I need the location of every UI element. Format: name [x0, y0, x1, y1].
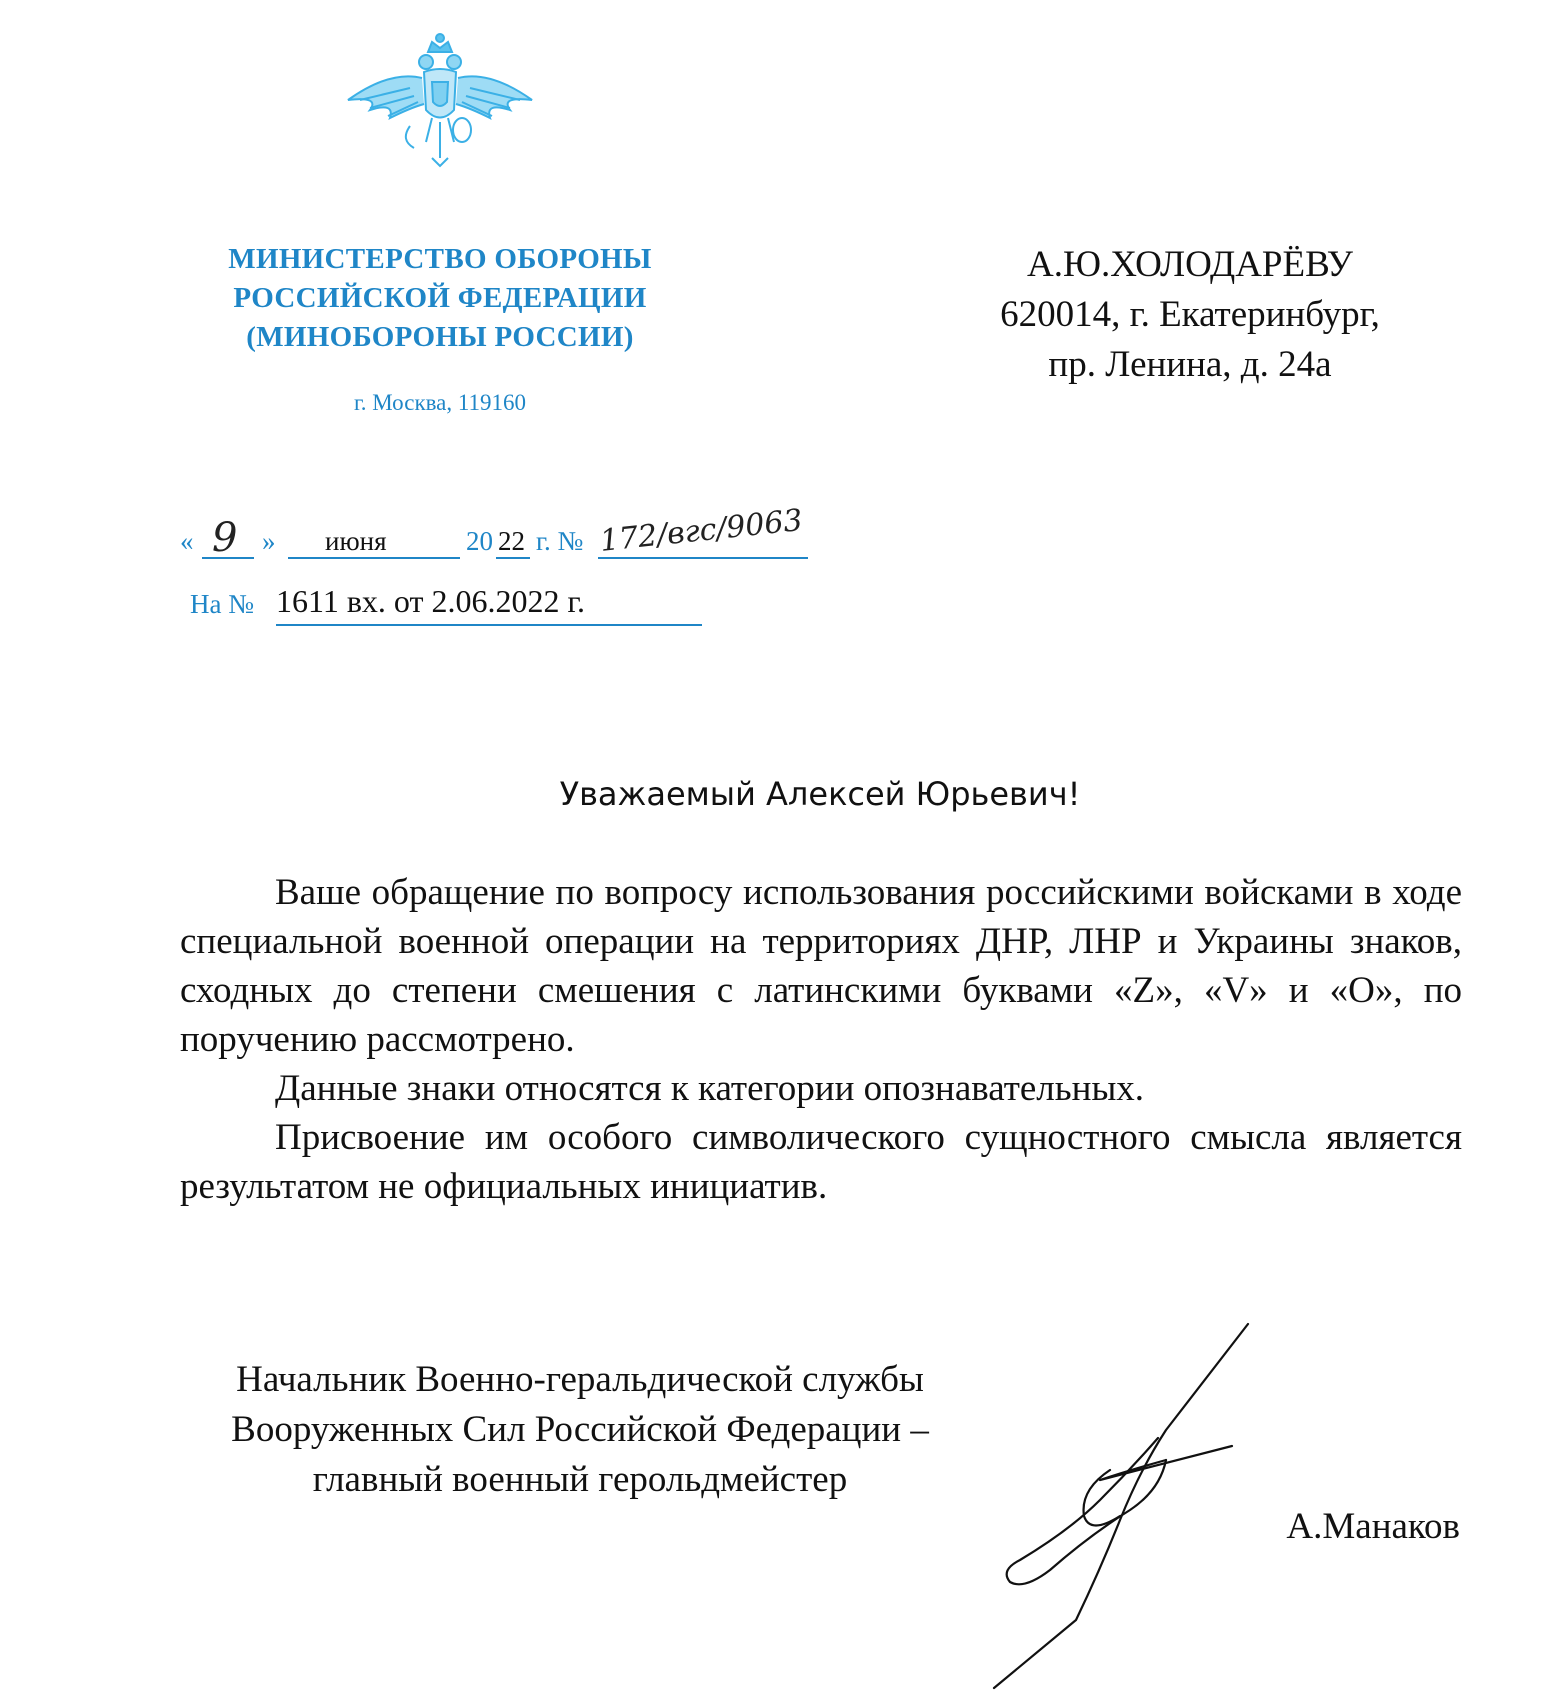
date-year-underline: [496, 557, 530, 559]
body-paragraph-3: Присвоение им особого символического сущностного смысла является результатом не официальных инициатив.: [180, 1117, 1462, 1207]
body-paragraph-2: Данные знаки относятся к категории опознавательных.: [275, 1068, 1145, 1109]
ministry-line-2: РОССИЙСКОЙ ФЕДЕРАЦИИ: [233, 282, 647, 314]
addressee-address-line-1: 620014, г. Екатеринбург,: [1000, 294, 1380, 335]
signer-position-line-2: Вооруженных Сил Российской Федерации –: [231, 1409, 929, 1450]
reference-line: [190, 578, 710, 628]
addressee-address-line-2: пр. Ленина, д. 24а: [1048, 344, 1332, 385]
ministry-line-1: МИНИСТЕРСТВО ОБОРОНЫ: [228, 243, 652, 275]
date-close-quote: »: [262, 526, 276, 556]
date-day-underline: [202, 557, 254, 559]
reference-value: 1611 вх. от 2.06.2022 г.: [276, 583, 585, 619]
body-paragraph-1: Ваше обращение по вопросу использования российскими войсками в ходе специальной военной операции на территориях ДНР, ЛНР и Украины знаков, сходных до степени смешения с латинскими буквами «Z», «V» и «О», по поручению рассмотрено.: [180, 872, 1462, 1060]
double-headed-eagle-emblem-icon: [340, 30, 540, 170]
addressee-block: [940, 240, 1440, 390]
signer-position: [160, 1355, 1000, 1505]
letter-number-underline: [598, 557, 808, 559]
signer-position-line-1: Начальник Военно-геральдической службы: [236, 1359, 924, 1400]
addressee-name: А.Ю.ХОЛОДАРЁВУ: [1027, 244, 1353, 285]
date-month-underline: [288, 557, 460, 559]
date-open-quote: «: [180, 526, 194, 556]
date-day: 9: [212, 515, 238, 561]
signer-name: А.Манаков: [1286, 1506, 1460, 1547]
reference-underline: [276, 624, 702, 626]
letter-number: 172/вгс/9063: [598, 502, 805, 559]
ministry-city: г. Москва, 119160: [353, 390, 527, 415]
date-year-suffix: 22: [498, 526, 525, 556]
salutation: Уважаемый Алексей Юрьевич!: [559, 775, 1081, 813]
date-month: июня: [325, 526, 387, 556]
ministry-name: [180, 240, 700, 357]
date-year-prefix: 20: [466, 526, 493, 556]
date-number-label: г. №: [536, 526, 584, 556]
signer-position-line-3: главный военный герольдмейстер: [312, 1459, 848, 1500]
letter-body: [180, 868, 1462, 1211]
reference-label: На №: [190, 589, 254, 619]
ministry-line-3: (МИНОБОРОНЫ РОССИИ): [246, 321, 634, 353]
date-line: [180, 502, 880, 565]
